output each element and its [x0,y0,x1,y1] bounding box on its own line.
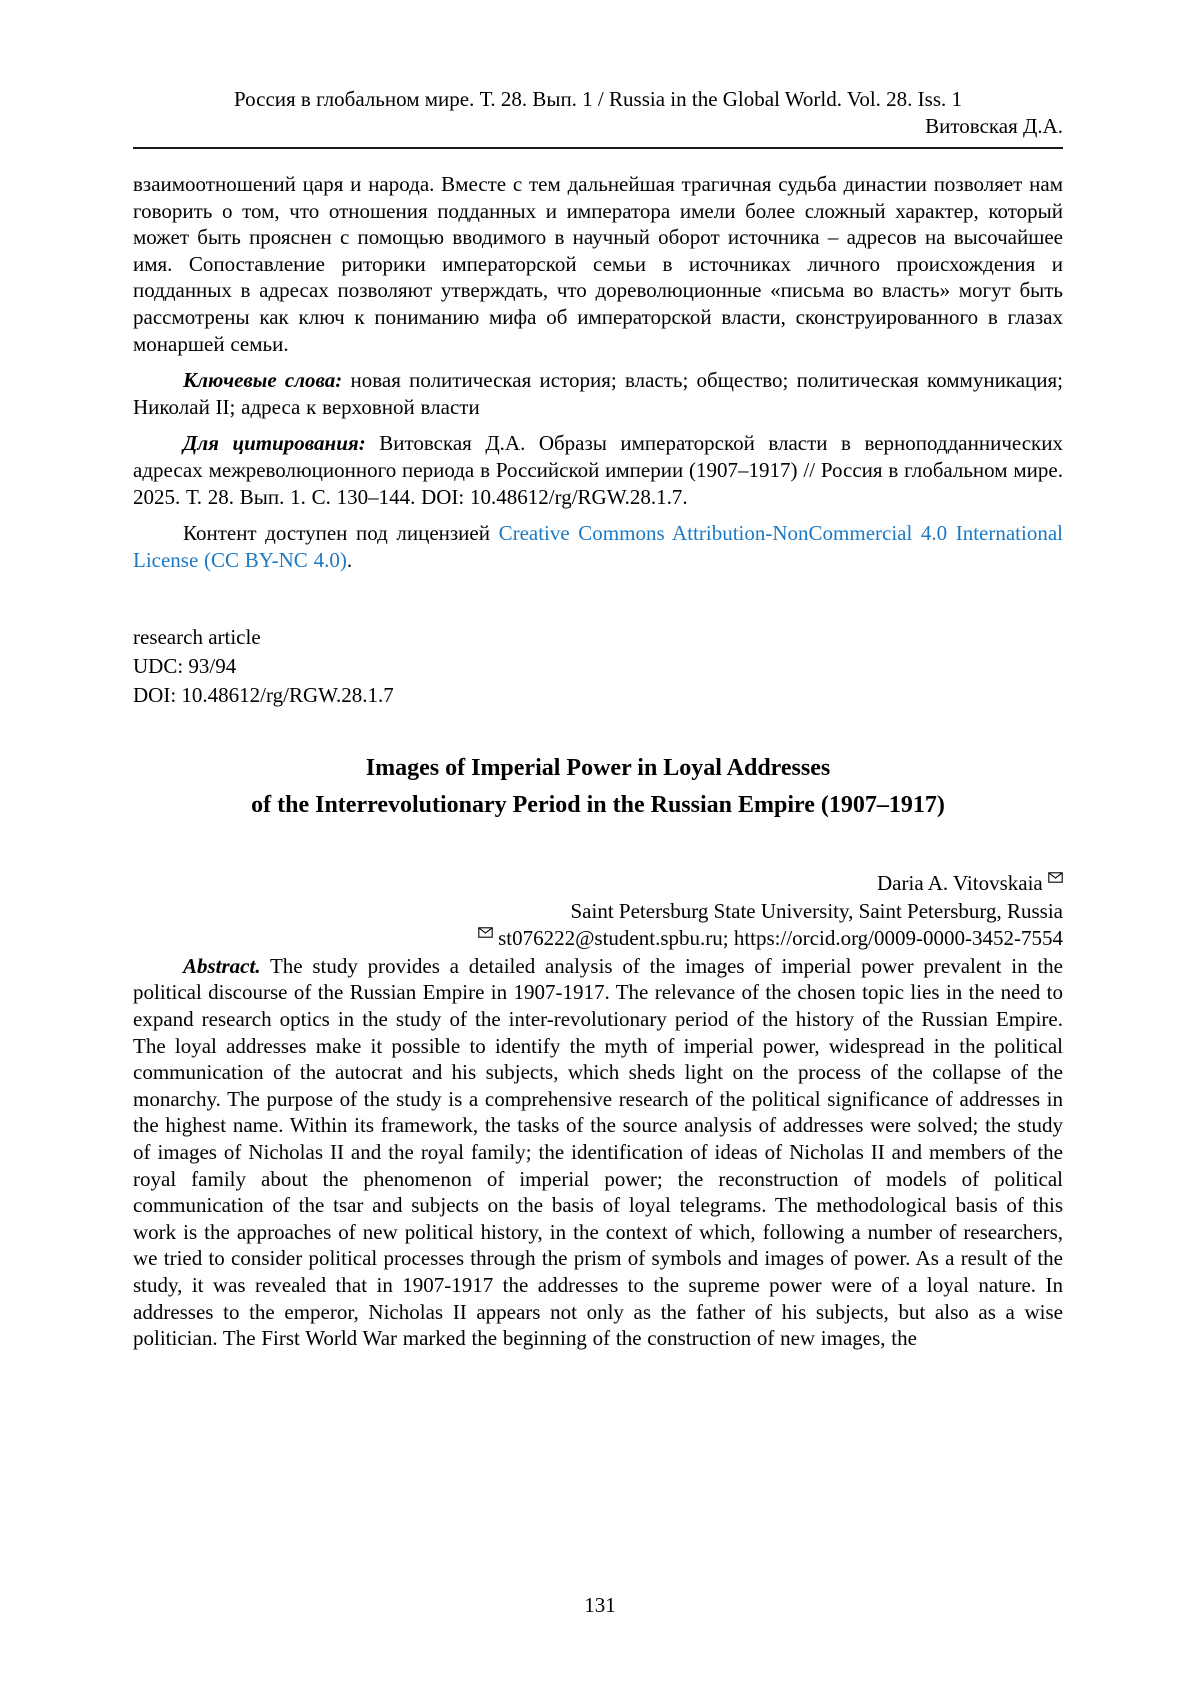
citation-paragraph [133,430,1063,510]
author-block [133,870,1063,953]
author-name: Daria A. Vitovskaia [877,871,1048,896]
article-doi: DOI: 10.48612/rg/RGW.28.1.7 [133,683,394,708]
citation-label: Для цитирования: [183,431,366,456]
license-prefix: Контент доступен под лицензией [183,521,499,546]
article-title-line1: Images of Imperial Power in Loyal Addresses [365,755,831,782]
annotation-continuation-paragraph: взаимоотношений царя и народа. Вместе с тем дальнейшая трагичная судьба династии позволяет нам говорить о том, что отношения подданных и императора имели более сложный характер, который может быть прояснен с помощью вводимого в научный оборот источника – адресов на высочайшее имя. Сопоставление риторики императорской семьи в источниках личного происхождения и подданных в адресах позволяют утверждать, что дореволюционные «письма во власть» могут быть рассмотрены как ключ к пониманию мифа об императорской власти, сконструированного в глазах монаршей семьи. [133,172,1063,356]
journal-header-line: Россия в глобальном мире. Т. 28. Вып. 1 / Russia in the Global World. Vol. 28. Iss. 1 [233,87,963,111]
author-contact-line [133,925,1063,953]
article-title [133,750,1063,824]
article-meta-block [133,623,1063,710]
running-author: Витовская Д.А. [925,114,1063,138]
citation-text: Витовская Д.А. Образы императорской власти в верноподданнических адресах межреволюционного периода в Российской империи (1907–1917) // Россия в глобальном мире. 2025. Т. 28. Вып. 1. С. 130–144. DOI: 10.48612/rg/RGW.28.1.7. [133,431,1063,509]
abstract-paragraph [133,953,1063,1352]
author-affiliation: Saint Petersburg State University, Saint Petersburg, Russia [570,898,1063,923]
page-number: 131 [584,1593,616,1617]
author-contact: st076222@student.spbu.ru; https://orcid.org/0009-0000-3452-7554 [492,926,1063,951]
keywords-paragraph [133,367,1063,420]
article-title-line2: of the Interrevolutionary Period in the Russian Empire (1907–1917) [251,792,945,819]
license-suffix: . [346,547,353,572]
article-type: research article [133,625,261,650]
license-link[interactable]: Creative Commons Attribution-NonCommercial 4.0 International License (CC BY-NC 4.0) [133,521,1063,572]
header-rule [133,147,1063,149]
article-udc: UDC: 93/94 [133,654,237,679]
license-paragraph [133,520,1063,573]
author-name-line [133,870,1063,898]
keywords-text: новая политическая история; власть; общество; политическая коммуникация; Николай II; адреса к верховной власти [133,368,1063,419]
abstract-text: The study provides a detailed analysis of the images of imperial power prevalent in the political discourse of the Russian Empire in 1907-1917. The relevance of the chosen topic lies in the need to expand research optics in the study of the inter-revolutionary period of the history of the Russian Empire. The loyal addresses make it possible to identify the myth of imperial power, widespread in the political communication of the autocrat and his subjects, which sheds light on the process of the collapse of the monarchy. The purpose of the study is a comprehensive research of the political significance of addresses in the highest name. Within its framework, the tasks of the source analysis of addresses were solved; the study of images of Nicholas II and the royal family; the identification of ideas of Nicholas II and members of the royal family about the phenomenon of imperial power; the reconstruction of models of political communication of the tsar and subjects on the basis of loyal telegrams. The methodological basis of this work is the approaches of new political history, in the context of which, following a number of researchers, we tried to consider political processes through the prism of symbols and images of power. As a result of the study, it was revealed that in 1907-1917 the addresses to the supreme power were of a loyal nature. In addresses to the emperor, Nicholas II appears not only as the father of his subjects, but also as a wise politician. The First World War marked the beginning of the construction of new images, the [133,953,1063,1351]
envelope-icon [478,927,493,942]
keywords-label: Ключевые слова: [183,368,343,393]
abstract-label: Abstract. [183,953,261,978]
page-header [133,86,1063,149]
envelope-icon [1048,872,1063,887]
